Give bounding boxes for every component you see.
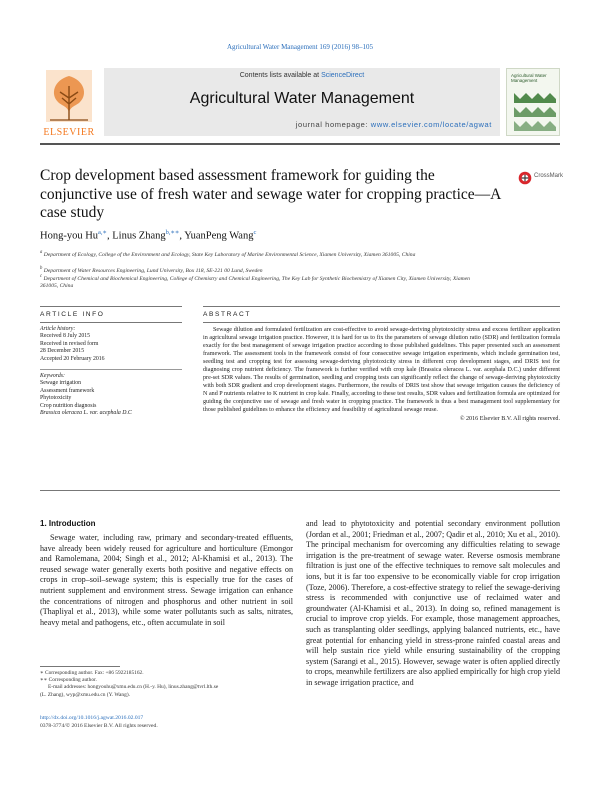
doi-block — [40, 715, 293, 731]
info-top-rule — [40, 306, 182, 307]
author-list: Hong-you $Hu^{a,∗}$, Linus Zhang$^{b,∗∗}$, YuanPeng Wang$^c$ — [40, 229, 257, 242]
keyword-item: Assessment framework — [40, 387, 95, 394]
abstract-heading-rule — [203, 322, 560, 323]
footnote-email-line[interactable]: (L. Zhang), wyp@xmu.edu.cn (Y. Wang). — [40, 691, 130, 698]
sciencedirect-link[interactable]: ScienceDirect — [321, 72, 365, 79]
crossmark-badge[interactable] — [518, 171, 564, 185]
abstract-bottom-rule — [40, 490, 560, 491]
info-divider — [40, 369, 182, 370]
crossmark-label: CrossMark — [534, 173, 564, 179]
affiliation-b: $^b$ Department of Water Resources Engineering, Lund University, Box 118, SE-221 00 Lund, Sweden — [40, 266, 263, 274]
abstract-heading: ABSTRACT — [203, 311, 251, 318]
abstract-top-rule — [203, 306, 560, 307]
info-heading-rule — [40, 322, 182, 323]
intro-paragraph: Sewage water, including raw, primary and secondary-treated effluents, have already been widely reused for agriculture and horticulture (Emongor and Ramolemana, 2004; Singh et al., 2012; Al-Khamisi et al., 2013). The reused sewage water generally exerts both positive and negative effects on crops in crop–soil–sewage system; this is especially true for the cases of nutrient supplement and environment stress. Sewage irrigation can enhance the concentrations of nitrogen and phosphorus and other nutrient in soil (Thapliyal et al., 2013), while some water pollutants such as salts, nitrates, heavy metal and pathogens, etc., often accumulate in soil — [40, 533, 293, 627]
footnote-line: ∗∗ Corresponding author. — [40, 677, 97, 684]
history-item: 28 December 2015 — [40, 348, 85, 355]
footnote-line: ∗ Corresponding author. Fax: +86 5922185162. — [40, 670, 144, 676]
doi-link[interactable]: http://dx.doi.org/10.1016/j.agwat.2016.02.017 — [40, 715, 144, 721]
history-item: Received 8 July 2015 — [40, 333, 91, 340]
author-name: Hong-you Hu — [40, 230, 99, 242]
publisher-name: ELSEVIER — [43, 127, 95, 138]
journal-masthead — [104, 68, 500, 136]
journal-title: Agricultural Water Management — [189, 90, 415, 107]
journal-homepage-link[interactable]: www.elsevier.com/locate/agwat — [370, 120, 492, 129]
author-marks[interactable]: b,∗∗ — [165, 229, 180, 236]
keyword-item: Sewage irrigation — [40, 380, 82, 387]
keyword-item: Brassica oleracea L. var. acephala D.C — [40, 410, 132, 417]
abstract-copyright: © 2016 Elsevier B.V. All rights reserved. — [459, 415, 560, 422]
keyword-item: Phytotoxicity — [40, 395, 72, 402]
keywords-label: Keywords: — [40, 373, 65, 380]
author-marks[interactable]: c — [253, 229, 257, 236]
intro-right-column — [306, 519, 560, 689]
intro-left-column — [40, 533, 293, 628]
elsevier-tree-icon — [40, 68, 98, 124]
journal-cover-thumbnail — [506, 68, 560, 136]
cover-pattern-icon — [511, 89, 557, 133]
article-title: Crop development based assessment framework for guiding the conjunctive use of fresh water and sewage water for cropping practice—A case study — [40, 167, 501, 221]
abstract — [203, 326, 560, 423]
author-marks[interactable]: a,∗ — [98, 229, 107, 236]
journal-reference-link[interactable]: Agricultural Water Management 169 (2016) 98–105 — [226, 43, 374, 51]
affiliation-a: $^a$ Department of Ecology, College of the Environment and Ecology, State Key Laboratory of Marine Environmental Science, Xiamen University, Xiamen 361005, China — [40, 250, 416, 258]
crossmark-icon — [518, 171, 532, 185]
article-info-heading: ARTICLE INFO — [40, 311, 105, 318]
issn-line: 0378-3774/© 2016 Elsevier B.V. All rights reserved. — [40, 722, 158, 729]
cover-title: Agricultural Water Management — [511, 73, 547, 83]
abstract-text: Sewage dilution and formulated fertilization are cost-effective to avoid sewage-deriving phytotoxicity stress and excess fertilizer application in agricultural sewage irrigation practice. However, it is hard for us to fix the parameters of sewage dilution ratio (SDR) and fertilization formula exactly for the best management of sewage irrigation practice according to those published guidelines. This paper presented such an assessment framework. The assessment tools in the framework consist of four consecutive sewage irrigation experiments, which include germination test, seedling test and cropping test for assessing sewage-deriving phytotoxicity stress in different crop development stages, and DRIS test for diagnosing crop nutrient deficiency. The framework is further verified with crop kale (Brassica oleracea L. var. acephala D.C.) under different pre-set SDR values. The results of germination, seedling and cropping tests can significantly reflect the change of sewage-deriving phytotoxicity with both SDR gradient and crop development stages. Furthermore, the results of DRIS test show that sewage irrigation causes the deficiency of N and P nutrients relative to K nutrient in crop kale. Finally, according to these test results, SDR values and fertilization formula are optimized for guiding the conjunctive use of sewage and fresh water in cropping practice. The framework is thus a best management tool supplementary for those published guidelines to enhance the efficiency and feasibility of agricultural sewage reuse. — [203, 327, 560, 414]
history-item: Accepted 20 February 2016 — [40, 355, 105, 362]
journal-header — [40, 68, 560, 140]
contents-line: Contents lists available at ScienceDirect — [239, 72, 365, 79]
journal-homepage-line: journal homepage: www.elsevier.com/locate/agwat — [295, 120, 492, 129]
affiliation-c: $^c$ Department of Chemical and Biochemical Engineering, College of Chemistry and Chemical Engineering, The Key Lab for Synthetic Biochemistry of Xiamen City, Xiamen University, Xiamen 361005, China — [40, 274, 470, 290]
history-label: Article history: — [40, 326, 76, 332]
intro-paragraph: and lead to phytotoxicity and potential secondary environment pollution (Jordan et al., 2001; Friedman et al., 2007; Qadir et al., 2010; Xu et al., 2010). The principal mechanism for overcoming any difficulties relating to sewage irrigation is the pre-treatment of sewage water. Reverse osmosis membrane filtration is just one of the effective techniques to remove salt molecules and ions, but it is far too expensive to be economically viable for crop irrigation (Toze, 2006). Therefore, a cost-effective strategy to relief the sewage-deriving stress is recommended with conjunctive use of reclaimed water and groundwater (Al-Khamisi et al., 2013). In doing so, refined management is crucial to improve crop yields. For example, those management approaches, such as transplanting older seedlings, applying balanced nutrients, etc., have great potential for enhancing yield in stress-prone rainfed coastal areas and will help sustain rice yield while ensuring sustainability of the cropping system (Sarangi et al., 2015). However, sewage water is often applied directly to crops, meanwhile fertilizers are also applied empirically for high crop yield in sewage irrigation practice, and — [306, 519, 560, 687]
header-divider — [40, 143, 560, 145]
author-name: Linus Zhang — [112, 230, 166, 242]
footnote-email-line[interactable]: E-mail addresses: hongyouhu@xmu.edu.cn (H.-y. Hu), linus.zhang@tvrl.lth.se — [48, 684, 219, 691]
author-name: YuanPeng Wang — [184, 230, 254, 242]
elsevier-logo — [40, 68, 98, 138]
article-info — [40, 326, 182, 417]
footnotes — [40, 670, 293, 699]
history-item: Received in revised form — [40, 340, 99, 347]
section-heading-introduction: 1. Introduction — [40, 519, 96, 528]
footnote-divider — [40, 666, 120, 667]
keyword-item: Crop nutrition diagnosis — [40, 402, 97, 409]
